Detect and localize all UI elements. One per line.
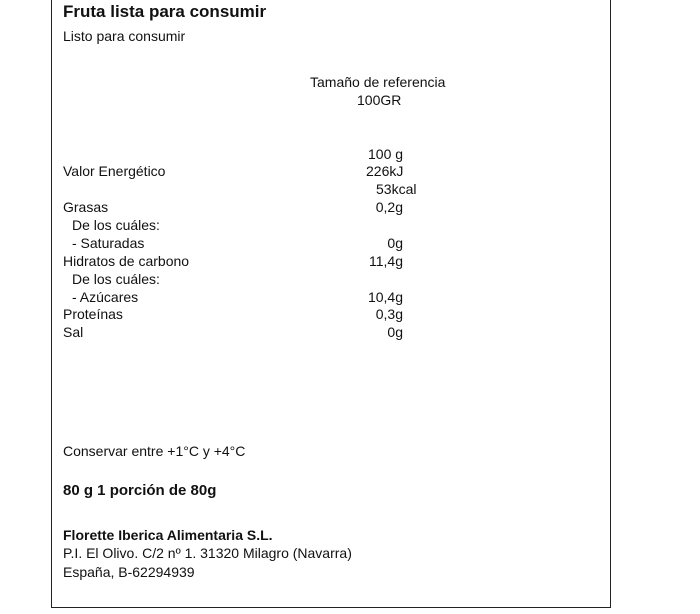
nutrient-label: Grasas [63,199,109,215]
nutrient-sublabel: De los cuáles: [72,271,160,287]
column-header: 100 g [368,146,404,162]
reference-label: Tamaño de referencia [310,74,446,90]
energy-kcal: 53kcal [376,181,417,197]
nutrient-sublabel: De los cuáles: [72,217,160,233]
nutrient-value: 0,3g [375,306,403,322]
nutrient-label: Sal [63,324,84,340]
reference-value: 100GR [357,92,402,108]
nutrient-value: 0g [387,324,403,340]
nutrient-label: - Saturadas [72,235,145,251]
nutrient-label: Proteínas [63,306,123,322]
portion-info: 80 g 1 porción de 80g [63,482,217,499]
company-name: Florette Iberica Alimentaria S.L. [63,527,273,543]
storage-instructions: Conservar entre +1°C y +4°C [63,443,246,459]
company-address: P.I. El Olivo. C/2 nº 1. 31320 Milagro (Navarra) [63,545,352,561]
nutrient-value: 0,2g [375,199,403,215]
company-country-id: España, B-62294939 [63,564,195,580]
nutrient-value: 0g [387,235,403,251]
energy-kj: 226kJ [366,163,404,179]
product-title: Fruta lista para consumir [63,2,267,21]
energy-label: Valor Energético [63,163,166,179]
nutrient-value: 11,4g [369,253,403,269]
nutrient-label: - Azúcares [72,289,139,305]
nutrient-value: 10,4g [367,289,403,305]
nutrient-label: Hidratos de carbono [63,253,190,269]
product-subtitle: Listo para consumir [63,28,186,44]
